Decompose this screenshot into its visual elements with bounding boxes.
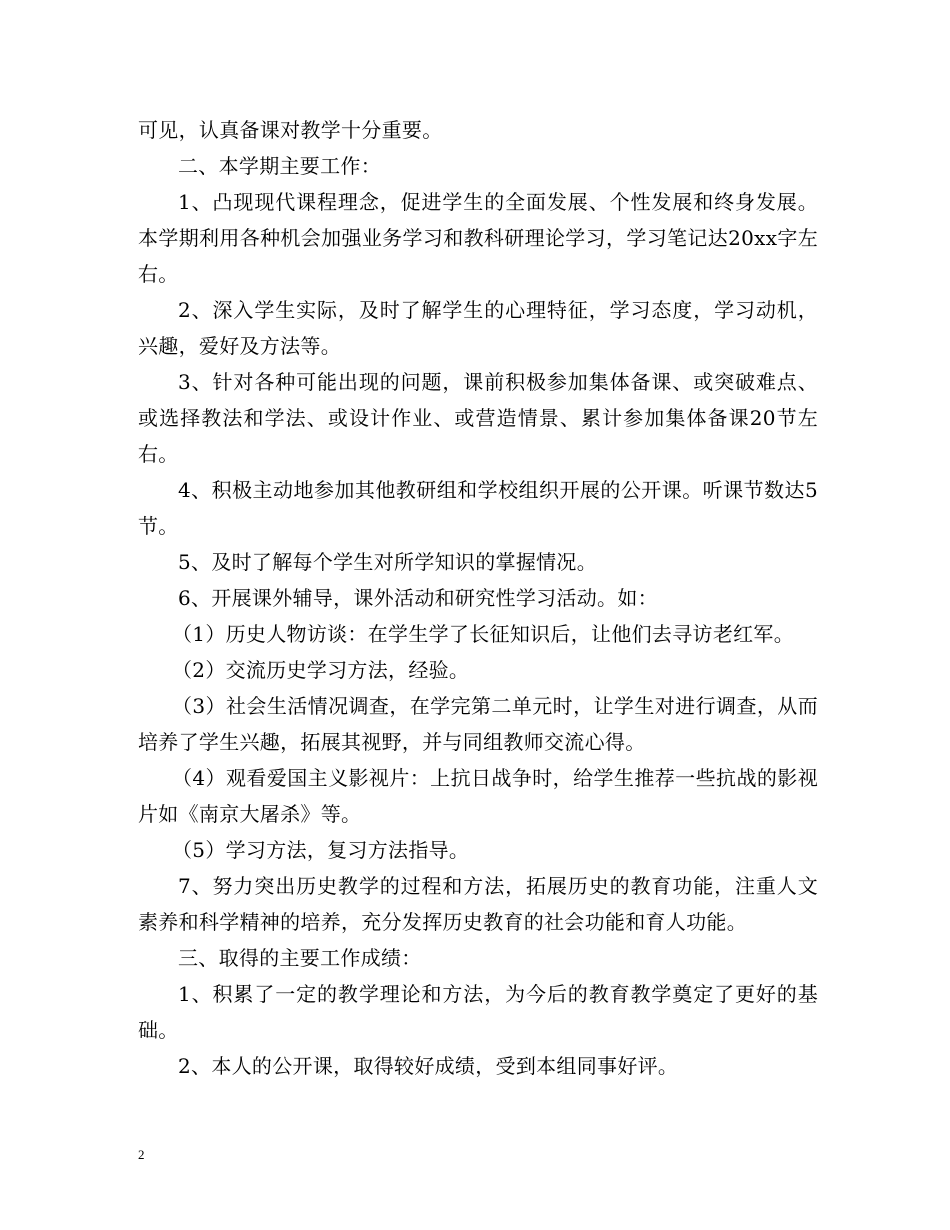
achievement-item-1: 1、积累了一定的教学理论和方法，为今后的教育教学奠定了更好的基础。 <box>138 982 818 1042</box>
sub-item-5: （5）学习方法，复习方法指导。 <box>172 838 470 862</box>
paragraph-item-7: 7、努力突出历史教学的过程和方法，拓展历史的教育功能，注重人文素养和科学精神的培养，充分发挥历史教育的社会功能和育人功能。 <box>138 874 818 934</box>
sub-item-3: （3）社会生活情况调查，在学完第二单元时，让学生对进行调查，从而培养了学生兴趣，拓展其视野，并与同组教师交流心得。 <box>138 694 818 754</box>
section-heading-achievements: 三、取得的主要工作成绩： <box>178 946 422 970</box>
paragraph-item-5: 5、及时了解每个学生对所学知识的掌握情况。 <box>178 550 598 574</box>
document-body <box>138 112 818 1084</box>
paragraph-item-3: 3、针对各种可能出现的问题，课前积极参加集体备课、或突破难点、或选择教法和学法、或设计作业、或营造情景、累计参加集体备课20节左右。 <box>138 370 818 466</box>
page-number: 2 <box>138 1147 145 1162</box>
sub-item-2: （2）交流历史学习方法，经验。 <box>172 658 470 682</box>
paragraph-continuation: 可见，认真备课对教学十分重要。 <box>138 118 443 142</box>
achievement-item-2: 2、本人的公开课，取得较好成绩，受到本组同事好评。 <box>178 1054 679 1078</box>
paragraph-item-1: 1、凸现现代课程理念，促进学生的全面发展、个性发展和终身发展。本学期利用各种机会加强业务学习和教科研理论学习，学习笔记达20xx字左右。 <box>138 190 818 286</box>
paragraph-item-6: 6、开展课外辅导，课外活动和研究性学习活动。如： <box>178 586 658 610</box>
sub-item-4: （4）观看爱国主义影视片：上抗日战争时，给学生推荐一些抗战的影视片如《南京大屠杀》等。 <box>138 766 818 826</box>
section-heading-main-work: 二、本学期主要工作： <box>178 154 381 178</box>
paragraph-item-2: 2、深入学生实际，及时了解学生的心理特征，学习态度，学习动机，兴趣，爱好及方法等。 <box>138 298 818 358</box>
paragraph-item-4: 4、积极主动地参加其他教研组和学校组织开展的公开课。听课节数达5节。 <box>138 478 818 538</box>
sub-item-1: （1）历史人物访谈：在学生学了长征知识后，让他们去寻访老红军。 <box>172 622 795 646</box>
